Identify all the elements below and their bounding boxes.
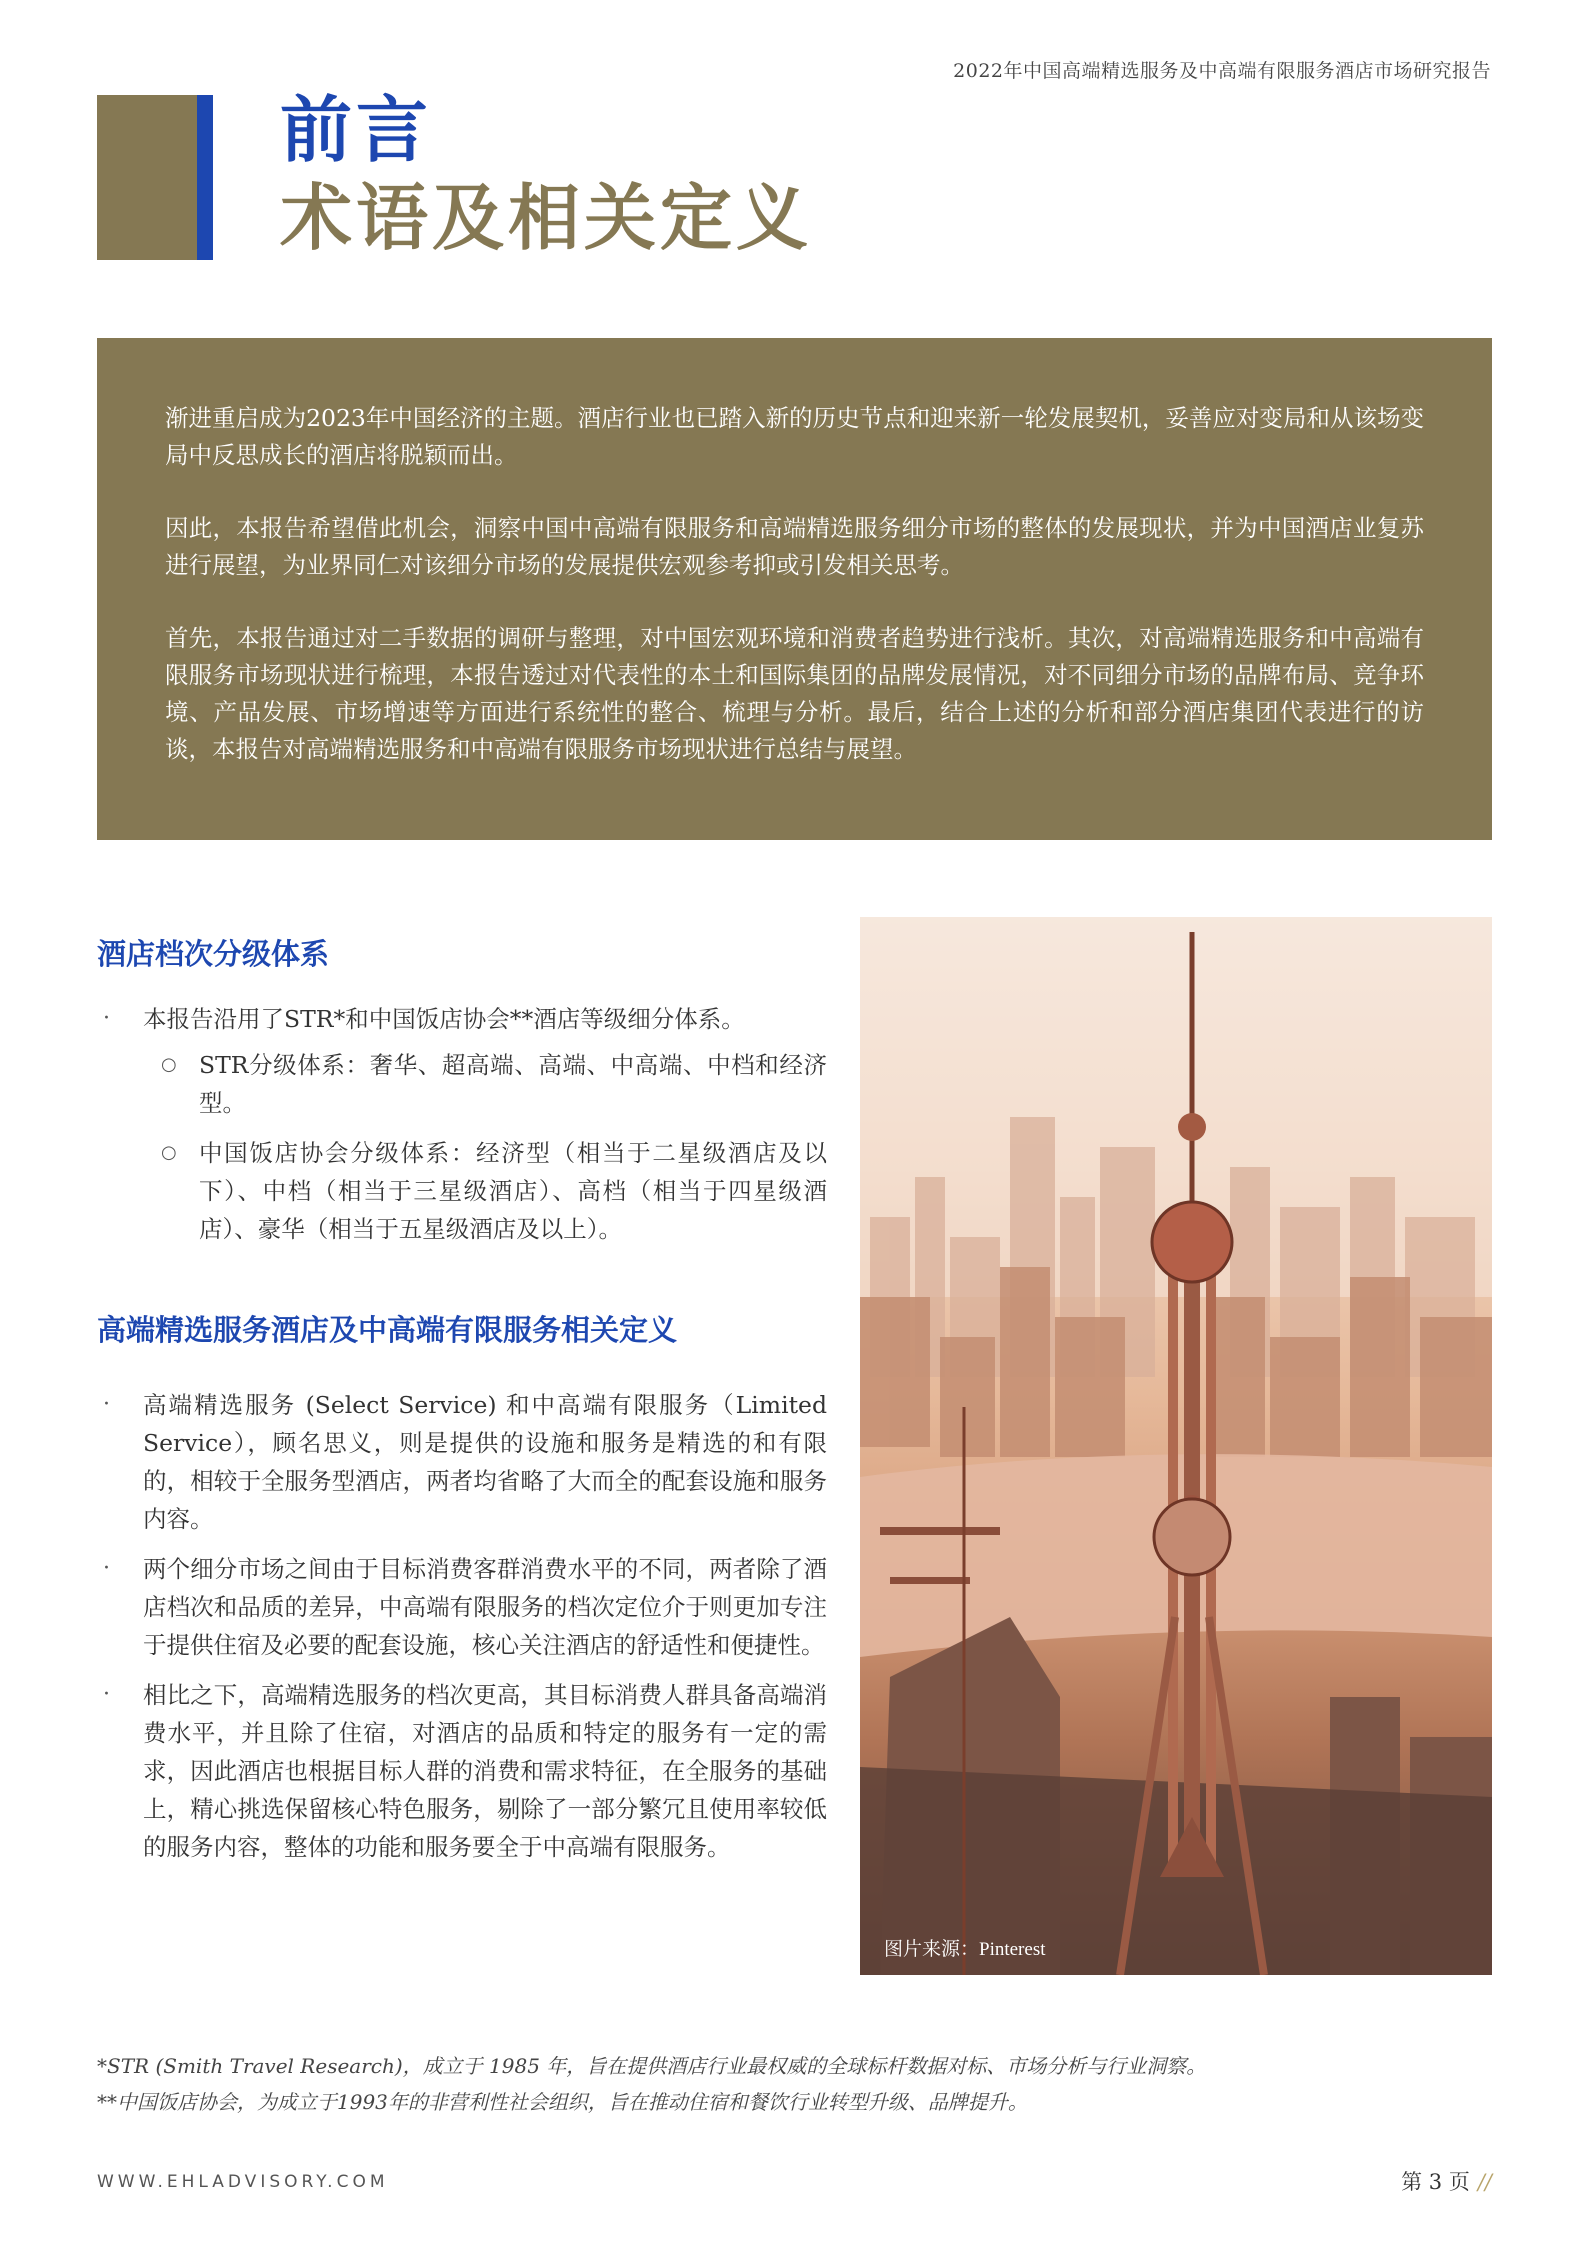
section2-list bbox=[97, 1386, 827, 1878]
title-gold-block bbox=[97, 95, 197, 260]
bullet-dot-icon: · bbox=[103, 1556, 110, 1581]
footnote-str: *STR (Smith Travel Research)，成立于 1985 年，旨在提供酒店行业最权威的全球标杆数据对标、市场分析与行业洞察。 bbox=[97, 2054, 1207, 2078]
page-number: 第 3 页 // bbox=[1401, 2170, 1492, 2194]
intro-paragraph-1: 渐进重启成为2023年中国经济的主题。酒店行业也已踏入新的历史节点和迎来新一轮发展契机，妥善应对变局和从该场变局中反思成长的酒店将脱颖而出。 bbox=[165, 404, 1424, 469]
list-item: · 高端精选服务 (Select Service) 和中高端有限服务（Limited Service），顾名思义，则是提供的设施和服务是精选的和有限的，相较于全服务型酒店，两者均省略了大而全的配套设施和服务内容。 bbox=[97, 1386, 827, 1538]
page-title-line1: 前言 bbox=[280, 87, 433, 172]
sub-list bbox=[143, 1046, 827, 1248]
list-item: · 两个细分市场之间由于目标消费客群消费水平的不同，两者除了酒店档次和品质的差异，中高端有限服务的档次定位介于则更加专注于提供住宿及必要的配套设施，核心关注酒店的舒适性和便捷性。 bbox=[97, 1550, 827, 1664]
bullet-dot-icon: · bbox=[103, 1682, 110, 1707]
page-title-line2: 术语及相关定义 bbox=[280, 175, 813, 260]
list-item: · 本报告沿用了STR*和中国饭店协会**酒店等级细分体系。 ○ STR分级体系：奢华、超高端、高端、中高端、中档和经济型。 ○ 中国饭店协会分级体系：经济型（相当于二星级酒店及以下）、中档（相当于三星级酒店）、高档（相当于四星级酒店）、豪华（相当于五星级酒店及以上）。 bbox=[97, 1000, 827, 1248]
footnote-cha: **中国饭店协会，为成立于1993年的非营利性社会组织，旨在推动住宿和餐饮行业转型升级、品牌提升。 bbox=[97, 2090, 1028, 2114]
shanghai-tower-photo bbox=[860, 917, 1492, 1975]
section2-heading: 高端精选服务酒店及中高端有限服务相关定义 bbox=[97, 1313, 678, 1347]
circle-bullet-icon: ○ bbox=[161, 1054, 177, 1075]
photo-credit: 图片来源：Pinterest bbox=[884, 1939, 1046, 1960]
website-link[interactable]: WWW.EHLADVISORY.COM bbox=[97, 2172, 389, 2192]
intro-box bbox=[97, 338, 1492, 840]
report-title: 2022年中国高端精选服务及中高端有限服务酒店市场研究报告 bbox=[953, 60, 1491, 82]
circle-bullet-icon: ○ bbox=[161, 1142, 177, 1163]
intro-paragraph-3: 首先，本报告通过对二手数据的调研与整理，对中国宏观环境和消费者趋势进行浅析。其次，对高端精选服务和中高端有限服务市场现状进行梳理，本报告透过对代表性的本土和国际集团的品牌发展情况，对不同细分市场的品牌布局、竞争环境、产品发展、市场增速等方面进行系统性的整合、梳理与分析。最后，结合上述的分析和部分酒店集团代表进行的访谈，本报告对高端精选服务和中高端有限服务市场现状进行总结与展望。 bbox=[165, 624, 1424, 763]
title-blue-bar bbox=[197, 95, 213, 260]
bullet-dot-icon: · bbox=[103, 1392, 110, 1417]
sub-list-item: ○ 中国饭店协会分级体系：经济型（相当于二星级酒店及以下）、中档（相当于三星级酒店）、高档（相当于四星级酒店）、豪华（相当于五星级酒店及以上）。 bbox=[143, 1134, 827, 1248]
section1-list bbox=[97, 1000, 827, 1260]
sub-list-item: ○ STR分级体系：奢华、超高端、高端、中高端、中档和经济型。 bbox=[143, 1046, 827, 1122]
intro-paragraph-2: 因此，本报告希望借此机会，洞察中国中高端有限服务和高端精选服务细分市场的整体的发展现状，并为中国酒店业复苏进行展望，为业界同仁对该细分市场的发展提供宏观参考抑或引发相关思考。 bbox=[165, 514, 1424, 579]
list-item: · 相比之下，高端精选服务的档次更高，其目标消费人群具备高端消费水平，并且除了住宿，对酒店的品质和特定的服务有一定的需求，因此酒店也根据目标人群的消费和需求特征，在全服务的基础上，精心挑选保留核心特色服务，剔除了一部分繁冗且使用率较低的服务内容，整体的功能和服务要全于中高端有限服务。 bbox=[97, 1676, 827, 1866]
cityscape-illustration bbox=[860, 917, 1492, 1975]
bullet-dot-icon: · bbox=[103, 1006, 110, 1031]
section1-heading: 酒店档次分级体系 bbox=[97, 937, 330, 971]
